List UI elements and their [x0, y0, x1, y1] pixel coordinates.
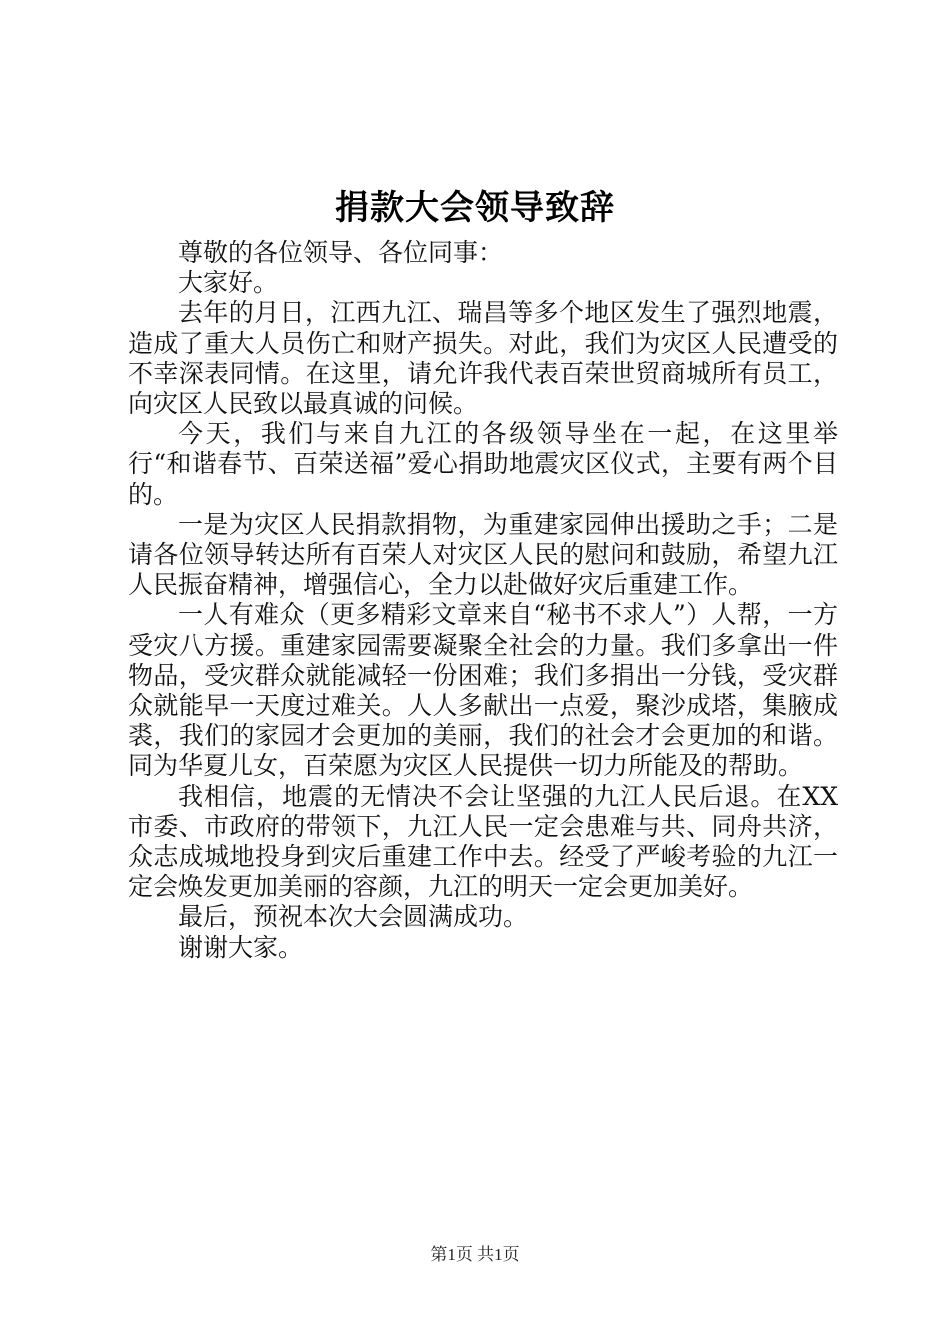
paragraph: 去年的月日，江西九江、瑞昌等多个地区发生了强烈地震，造成了重大人员伤亡和财产损失。对此，我们为灾区人民遭受的不幸深表同情。在这里，请允许我代表百荣世贸商城所有员工，向灾区人民致以最真诚的问候。: [128, 298, 838, 419]
document-body: [128, 238, 838, 963]
paragraph-greeting: 大家好。: [178, 268, 279, 298]
paragraph: 一人有难众（更多精彩文章来自“秘书不求人”）人帮，一方受灾八方援。重建家园需要凝聚全社会的力量。我们多拿出一件物品，受灾群众就能减轻一份困难；我们多捐出一分钱，受灾群众就能早一天度过难关。人人多献出一点爱，聚沙成塔，集腋成裘，我们的家园才会更加的美丽，我们的社会才会更加的和谐。同为华夏儿女，百荣愿为灾区人民提供一切力所能及的帮助。: [128, 600, 838, 781]
paragraph: 一是为灾区人民捐款捐物，为重建家园伸出援助之手；二是请各位领导转达所有百荣人对灾区人民的慰问和鼓励，希望九江人民振奋精神，增强信心，全力以赴做好灾后重建工作。: [128, 509, 838, 600]
paragraph-thanks: 谢谢大家。: [178, 932, 304, 962]
paragraph: 今天，我们与来自九江的各级领导坐在一起，在这里举行“和谐春节、百荣送福”爱心捐助地震灾区仪式，主要有两个目的。: [128, 419, 838, 509]
paragraph: 我相信，地震的无情决不会让坚强的九江人民后退。在XX市委、市政府的带领下，九江人民一定会患难与共、同舟共济，众志成城地投身到灾后重建工作中去。经受了严峻考验的九江一定会焕发更加美丽的容颜，九江的明天一定会更加美好。: [128, 781, 838, 902]
paragraph-closing: 最后，预祝本次大会圆满成功。: [178, 902, 529, 932]
page-footer: 第1页 共1页: [430, 1245, 520, 1264]
paragraph-salutation: 尊敬的各位领导、各位同事：: [178, 238, 504, 267]
document-title: 捐款大会领导致辞: [335, 188, 615, 228]
